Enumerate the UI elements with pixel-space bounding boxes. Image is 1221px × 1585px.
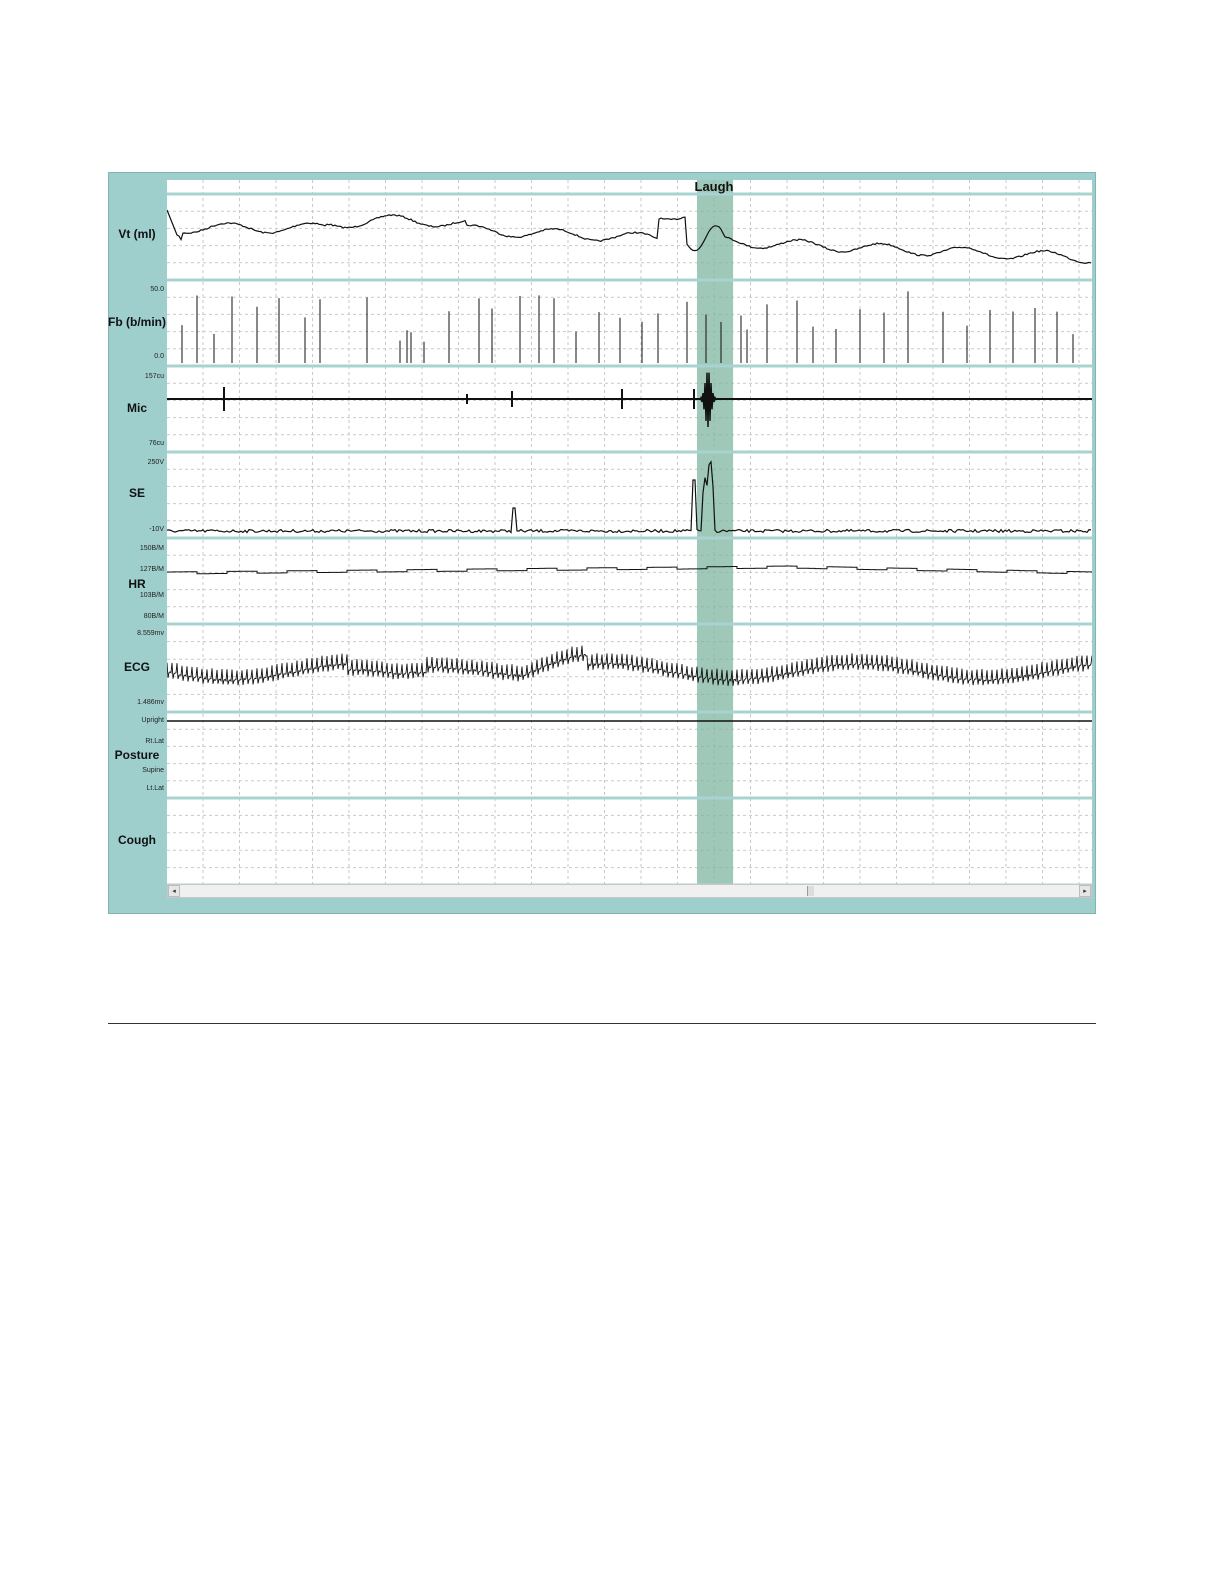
se-trace	[167, 462, 1091, 533]
vt-trace	[167, 210, 1091, 263]
tick-mic-max: 157cu	[144, 373, 164, 380]
tick-ecg-min: 1.486mv	[137, 699, 164, 706]
tick-fb-max: 50.0	[150, 286, 164, 293]
channel-separator	[167, 451, 1092, 454]
tick-posture-upright: Upright	[141, 717, 164, 724]
scroll-left-arrow-icon[interactable]: ◂	[168, 885, 180, 897]
traces-svg	[167, 180, 1092, 885]
channel-separator	[167, 365, 1092, 368]
plot-area	[167, 180, 1092, 885]
channel-separator	[167, 279, 1092, 282]
tick-posture-ltlat: Lt.Lat	[146, 785, 164, 792]
channel-label-vt: Vt (ml)	[118, 227, 156, 241]
tick-se-max: 250V	[147, 459, 164, 466]
channel-separator	[167, 623, 1092, 626]
channel-label-ecg: ECG	[123, 660, 150, 674]
event-label: Laugh	[694, 179, 734, 194]
horizontal-scrollbar[interactable]	[167, 884, 1092, 898]
scrollbar-thumb[interactable]	[807, 886, 814, 896]
channel-label-cough: Cough	[118, 833, 156, 847]
tick-fb-min: 0.0	[154, 353, 164, 360]
tick-se-min: -10V	[149, 526, 164, 533]
channel-label-hr: HR	[128, 577, 146, 591]
tick-mic-min: 76cu	[148, 440, 164, 447]
tick-hr-3: 103B/M	[139, 592, 164, 599]
scroll-right-arrow-icon[interactable]: ▸	[1079, 885, 1091, 897]
channel-separator	[167, 193, 1092, 196]
tick-hr-2: 127B/M	[139, 566, 164, 573]
tick-posture-rtlat: Rt.Lat	[145, 738, 164, 745]
channel-label-fb: Fb (b/min)	[108, 315, 166, 329]
channel-separator	[167, 711, 1092, 714]
channel-separator	[167, 797, 1092, 800]
channel-label-posture: Posture	[114, 748, 160, 762]
page-divider	[108, 1023, 1096, 1024]
tick-hr-1: 150B/M	[139, 545, 164, 552]
tick-posture-supine: Supine	[142, 767, 164, 774]
tick-ecg-max: 8.559mv	[137, 630, 164, 637]
event-highlight	[697, 180, 733, 885]
tick-hr-4: 80B/M	[143, 613, 164, 620]
channel-label-se: SE	[128, 486, 145, 500]
channel-separator	[167, 537, 1092, 540]
channel-label-mic: Mic	[126, 401, 147, 415]
ecg-trace	[167, 646, 1092, 686]
